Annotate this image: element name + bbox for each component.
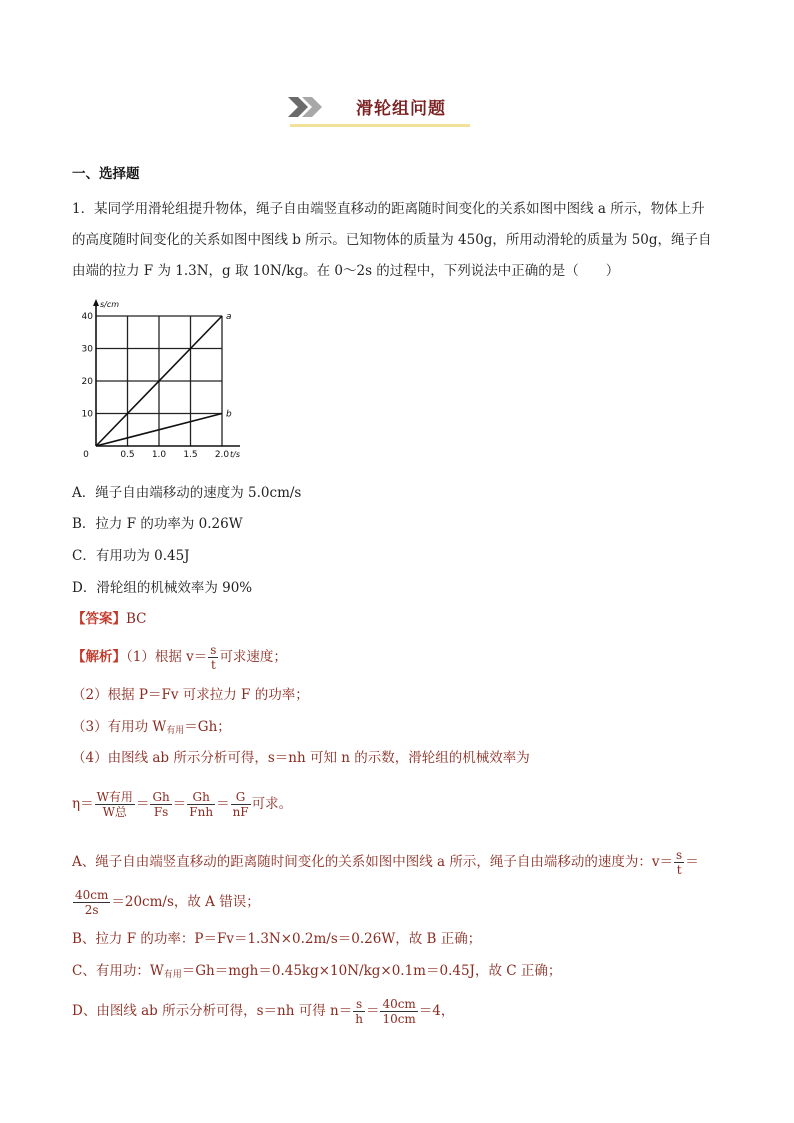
y-tick-label: 20 [82,377,93,387]
solution-b: B、拉力 F 的功率：P＝Fv＝1.3N×0.2m/s＝0.26W，故 B 正确； [72,931,482,947]
solution-c: C、有用功：$W_{有用}=Gh=mgh=0.45kg\times 10N/kg\times 0.1m=0.45J$，故 C 正确； [72,963,562,980]
fraction: $\frac{40cm}{10cm}$ [382,997,416,1026]
fraction: $\frac{s}{h}$ [355,997,363,1026]
title-block [286,92,470,132]
series-label-a: a [226,312,232,322]
x-tick-label: 1.5 [183,450,198,460]
section-heading: 一、选择题 [72,166,140,182]
efficiency-formula: η＝ $\frac{\text{W有用}}{\text{W总}}$ ＝ $\frac{Gh}{Fs}$ ＝ $\frac{Gh}{\text{Fnh}}$ ＝ $\frac{G}{nF}$ 可求。 [72,790,293,819]
y-tick-label: 30 [82,344,93,355]
y-tick-label: 40 [82,312,93,322]
fraction: $\frac{s}{t}$ [210,643,217,672]
analysis-label: 【解析】 [72,649,126,665]
option-c: C．有用功为 0.45J [72,548,190,564]
solution-a-line-2: $\frac{40cm}{2s}$ ＝20cm/s，故 A 错误； [75,888,260,917]
x-axis-label: t/s [230,450,240,459]
fraction: $\frac{Gh}{Fs}$ [152,790,170,819]
analysis-line-4: （4）由图线 ab 所示分析可得，s＝nh 可知 n 的示数，滑轮组的机械效率为 [72,750,530,766]
fraction: $\frac{s}{t}$ [676,848,683,877]
distance-time-chart [82,298,252,468]
question-line-3: 由端的拉力 F 为 1.3N，g 取 10N/kg。在 0～2s 的过程中，下列说法中正确的是（ ） [72,263,620,279]
fraction: $\frac{40cm}{2s}$ [75,888,109,917]
solution-d: D、由图线 ab 所示分析可得，s＝nh 可得 n＝ $\frac{s}{h}$ ＝ $\frac{40cm}{10cm}$ ＝4， [72,997,455,1026]
analysis-line-3: （3）有用功 $W_{有用}=Gh$； [72,719,231,736]
fraction: $\frac{\text{W有用}}{\text{W总}}$ [96,790,133,819]
answer-value: BC [126,611,147,627]
x-tick-label: 0.5 [120,450,135,460]
solution-a-line-1: A、绳子自由端竖直移动的距离随时间变化的关系如图中图线 a 所示，绳子自由端移动的速度为：v＝ $\frac{s}{t}$ ＝ [72,848,699,877]
analysis-line-2: （2）根据 P＝Fv 可求拉力 F 的功率； [72,687,309,703]
question-line-2: 的高度随时间变化的关系如图中图线 b 所示。已知物体的质量为 450g，所用动滑轮的质量为 50g，绳子自 [72,232,712,248]
fraction: $\frac{G}{nF}$ [232,790,249,819]
x-tick-label: 1.0 [151,450,167,460]
option-d: D．滑轮组的机械效率为 90% [72,580,253,596]
analysis-line-1: 【解析】（1）根据 v＝ $\frac{s}{t}$ 可求速度； [72,643,287,672]
answer-label: 【答案】 [72,611,126,627]
question-line-1: 1．某同学用滑轮组提升物体，绳子自由端竖直移动的距离随时间变化的关系如图中图线 a 所示，物体上升 [72,201,705,217]
fraction: $\frac{Gh}{\text{Fnh}}$ [189,790,214,819]
double-chevron-icon [286,95,326,119]
x-tick-label: 0 [83,450,89,460]
y-tick-label: 10 [82,409,93,420]
y-axis-label: s/cm [100,300,120,309]
series-label-b: b [226,409,232,420]
option-a: A．绳子自由端移动的速度为 5.0cm/s [72,485,302,501]
y-axis-arrow [93,299,99,306]
page-title: 滑轮组问题 [356,99,446,119]
option-b: B．拉力 F 的功率为 0.26W [72,516,243,532]
x-tick-label: 2.0 [214,450,230,460]
title-underline [290,124,470,127]
answer-line [72,609,147,629]
